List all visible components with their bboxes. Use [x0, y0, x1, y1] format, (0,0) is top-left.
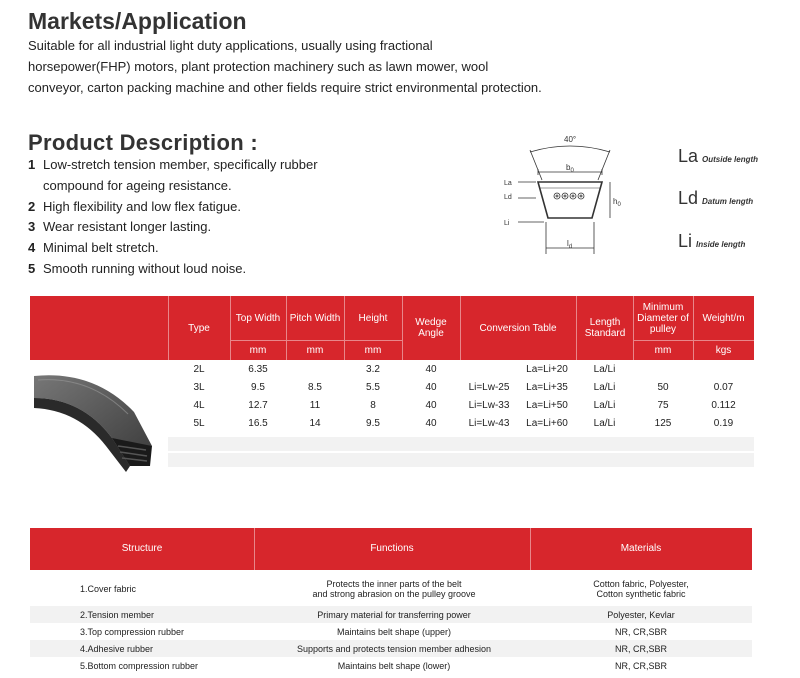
- empty-row: [168, 437, 754, 451]
- table-row: [168, 397, 754, 415]
- table-row: [168, 379, 754, 397]
- legend-abbr: Ld: [678, 188, 699, 208]
- col-height: Height: [358, 312, 388, 324]
- unit-height: mm: [364, 344, 382, 356]
- cell-length-standard: La/Li: [593, 364, 616, 375]
- cell-materials: NR, CR,SBR: [614, 643, 667, 654]
- cell-min-diameter: [633, 361, 693, 379]
- markets-description: [28, 35, 628, 98]
- feature-text: Minimal belt stretch.: [43, 240, 159, 256]
- cell-conversion-li: Li=Lw-43: [468, 418, 510, 429]
- cell-conversion-la: La=Li+50: [526, 400, 568, 411]
- unit-min-diameter: mm: [654, 344, 672, 356]
- cell-materials: NR, CR,SBR: [614, 660, 667, 671]
- top-width-label: $b_0$: [566, 163, 574, 174]
- feature-text: Low-stretch tension member, specifically rubber: [43, 157, 318, 172]
- empty-row: [168, 453, 754, 467]
- table-row: [168, 361, 754, 379]
- cell-pitch-width: 11: [309, 400, 321, 411]
- cell-conversion-la: La=Li+60: [526, 418, 568, 429]
- legend-desc: Outside length: [702, 155, 759, 164]
- unit-weight: kgs: [715, 344, 732, 356]
- markets-line: horsepower(FHP) motors, plant protection machinery such as lawn mower, wool: [28, 59, 489, 74]
- cell-height: 5.5: [366, 382, 380, 393]
- cell-structure: 2.Tension member: [80, 609, 155, 620]
- cell-function: Supports and protects tension member adhesion: [296, 643, 492, 654]
- feature-text: High flexibility and low flex fatigue.: [43, 198, 241, 214]
- cell-materials: Cotton fabric, Polyester, Cotton synthetic fabric: [593, 579, 689, 599]
- cell-height: 9.5: [366, 418, 380, 429]
- col-pitch-width: Pitch Width: [289, 312, 341, 324]
- cell-materials: Polyester, Kevlar: [607, 609, 675, 620]
- cell-structure: 4.Adhesive rubber: [80, 643, 154, 654]
- cell-structure: 1.Cover fabric: [80, 584, 137, 594]
- markets-title: Markets/Application: [28, 8, 247, 34]
- cell-weight: [693, 361, 754, 379]
- cell-function: Protects the inner parts of the belt and strong abrasion on the pulley groove: [312, 579, 476, 599]
- cell-function: Maintains belt shape (lower): [337, 660, 451, 671]
- cell-top-width: 12.7: [248, 400, 268, 411]
- table-row: [30, 606, 752, 623]
- cell-type: 2L: [193, 364, 205, 375]
- unit-top-width: mm: [249, 344, 267, 356]
- feature-item: [28, 155, 318, 176]
- cell-conversion-li: [460, 361, 518, 379]
- table-row: [168, 415, 754, 433]
- legend-datum-length: [678, 188, 753, 209]
- unit-pitch-width: mm: [306, 344, 324, 356]
- legend-outside-length: [678, 146, 758, 167]
- cell-weight: 0.19: [713, 418, 734, 429]
- cell-weight: 0.112: [711, 400, 736, 411]
- cell-top-width: 6.35: [248, 364, 268, 375]
- cell-top-width: 9.5: [251, 382, 265, 393]
- belt-cross-section-diagram: [470, 130, 670, 270]
- cell-structure: 5.Bottom compression rubber: [80, 660, 199, 671]
- cell-angle: 40: [425, 364, 437, 375]
- col-weight: Weight/m: [702, 312, 745, 324]
- product-title: Product Description :: [28, 130, 258, 155]
- cell-structure: 3.Top compression rubber: [80, 626, 185, 637]
- feature-number: 1: [28, 157, 36, 172]
- legend-desc: Datum length: [702, 197, 754, 206]
- height-label: $h_0$: [613, 197, 621, 208]
- feature-number: 5: [28, 260, 36, 276]
- angle-label: 40°: [564, 135, 577, 144]
- cell-conversion-li: Li=Lw-33: [468, 400, 510, 411]
- markets-line: Suitable for all industrial light duty applications, usually using fractional: [28, 38, 433, 53]
- table-row: [30, 657, 752, 674]
- li-label: Li: [504, 220, 510, 227]
- v-belt-photo: [34, 362, 164, 474]
- cell-min-diameter: 50: [657, 382, 669, 393]
- markets-line: conveyor, carton packing machine and other fields require strict environmental protection.: [28, 80, 542, 95]
- feature-number: 4: [28, 240, 36, 256]
- feature-number: 2: [28, 198, 36, 214]
- cell-function: Primary material for transferring power: [317, 609, 471, 620]
- col-conversion-table: Conversion Table: [479, 322, 557, 334]
- feature-list: [28, 155, 318, 280]
- cell-pitch-width: [286, 361, 344, 379]
- cell-min-diameter: 125: [654, 418, 672, 429]
- col-top-width: Top Width: [235, 312, 281, 324]
- feature-number: 3: [28, 219, 36, 235]
- legend-abbr: Li: [678, 231, 693, 251]
- feature-item: [28, 217, 318, 238]
- cell-type: 5L: [193, 418, 205, 429]
- la-label: La: [504, 180, 512, 187]
- cell-angle: 40: [425, 418, 437, 429]
- col-functions: Functions: [370, 543, 414, 554]
- structure-table-header: [30, 528, 752, 570]
- ld-label: Ld: [504, 194, 512, 201]
- cell-conversion-li: Li=Lw-25: [468, 382, 510, 393]
- table-row: [30, 623, 752, 640]
- feature-item: [28, 197, 318, 218]
- cell-pitch-width: 14: [309, 418, 321, 429]
- cell-top-width: 16.5: [248, 418, 268, 429]
- feature-text: compound for ageing resistance.: [43, 177, 232, 193]
- cell-angle: 40: [425, 382, 437, 393]
- col-wedge-angle: Wedge Angle: [415, 317, 447, 339]
- cell-type: 3L: [193, 382, 205, 393]
- legend-desc: Inside length: [696, 240, 746, 249]
- cell-function: Maintains belt shape (upper): [336, 626, 452, 637]
- spec-table-header: [30, 296, 754, 360]
- cell-height: 8: [370, 400, 376, 411]
- cell-height: 3.2: [366, 364, 380, 375]
- feature-text: Smooth running without loud noise.: [43, 260, 247, 276]
- col-type: Type: [188, 322, 210, 334]
- datum-width-label: $l_d$: [567, 239, 573, 250]
- feature-item: [28, 238, 318, 259]
- cell-length-standard: La/Li: [593, 400, 616, 411]
- table-row: [30, 572, 752, 606]
- legend-inside-length: [678, 231, 745, 252]
- cell-min-diameter: 75: [657, 400, 669, 411]
- feature-text: Wear resistant longer lasting.: [43, 219, 212, 235]
- feature-item-continued: [28, 176, 318, 197]
- legend-abbr: La: [678, 146, 699, 166]
- col-min-diameter: Minimum Diameter of pulley: [637, 301, 689, 335]
- col-length-standard: Length Standard: [584, 317, 626, 339]
- cell-weight: 0.07: [713, 382, 734, 393]
- cell-length-standard: La/Li: [593, 382, 616, 393]
- cell-pitch-width: 8.5: [308, 382, 322, 393]
- cell-length-standard: La/Li: [593, 418, 616, 429]
- cell-angle: 40: [425, 400, 437, 411]
- cell-conversion-la: La=Li+35: [526, 382, 568, 393]
- cell-conversion-la: La=Li+20: [526, 364, 568, 375]
- col-structure: Structure: [121, 543, 163, 554]
- cell-type: 4L: [193, 400, 205, 411]
- col-materials: Materials: [620, 543, 662, 554]
- table-row: [30, 640, 752, 657]
- cell-materials: NR, CR,SBR: [614, 626, 667, 637]
- feature-item: [28, 259, 318, 280]
